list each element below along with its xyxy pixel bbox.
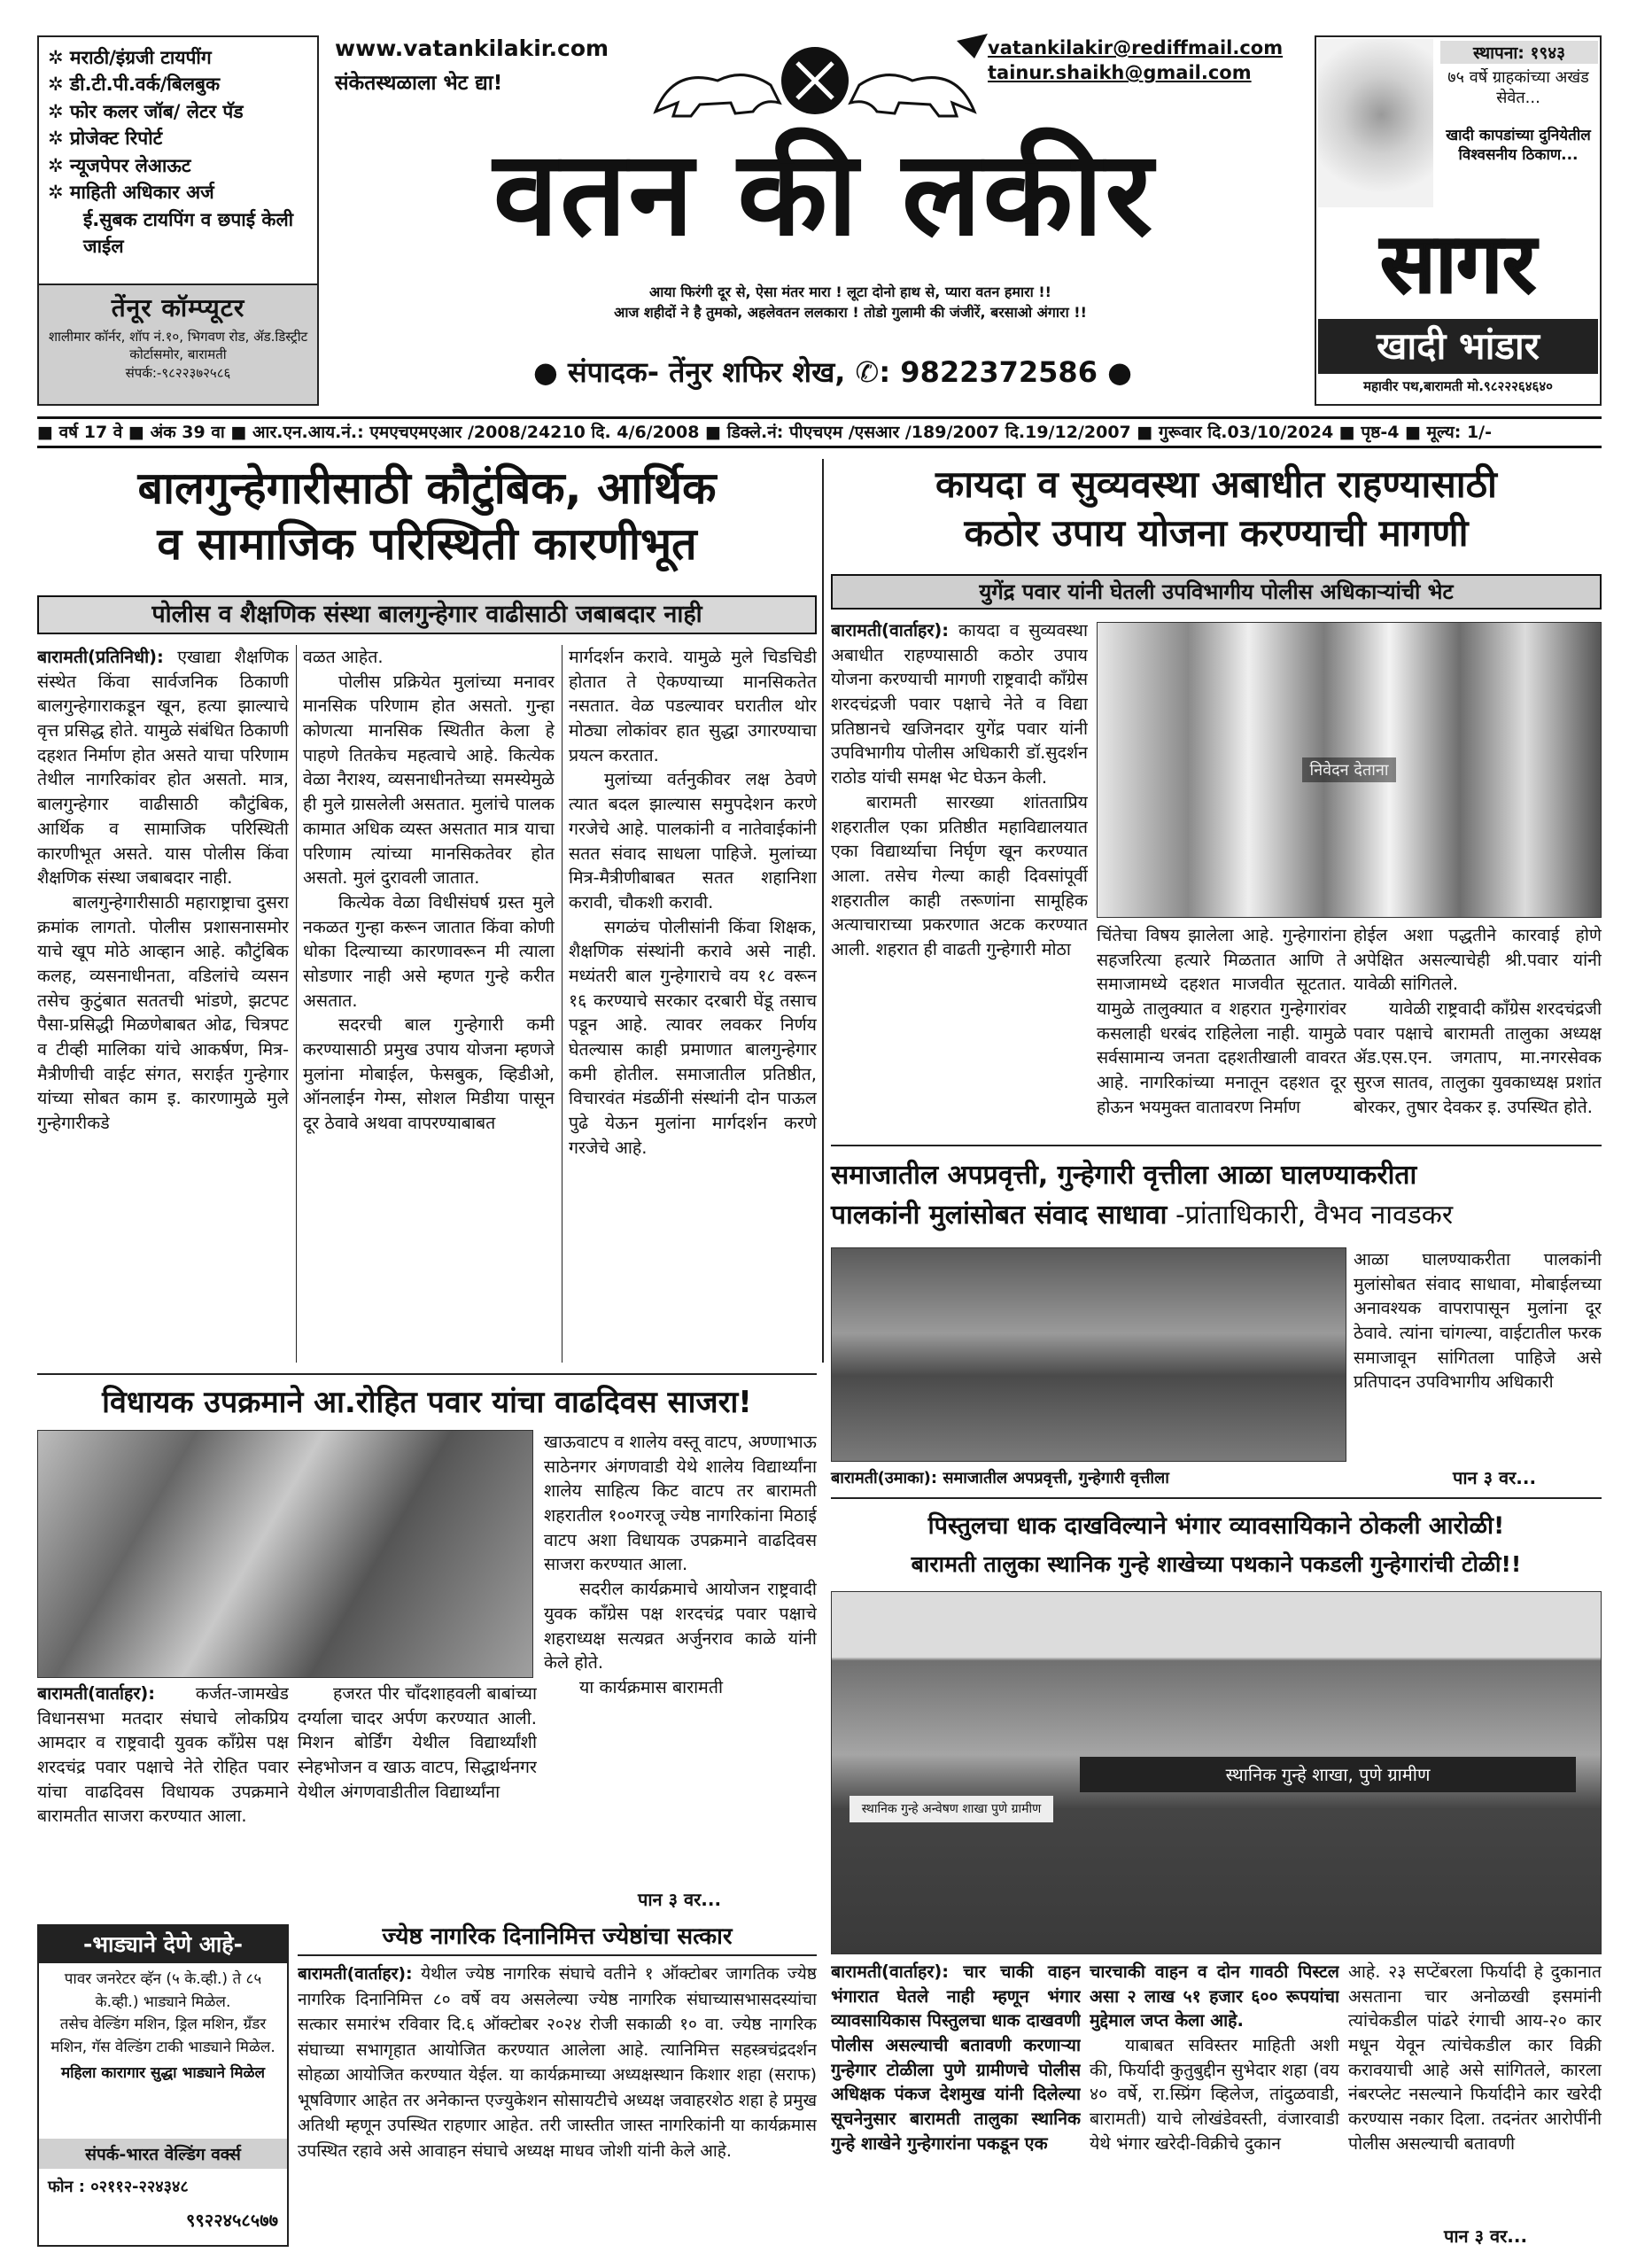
headline-line: बालगुन्हेगारीसाठी कौटुंबिक, आर्थिक xyxy=(137,462,717,514)
rent-ad-phone: फोन : ०२११२-२२४३४८ xyxy=(48,2178,189,2196)
lion-emblem-icon xyxy=(638,32,992,129)
article1-headline xyxy=(37,461,817,571)
column-divider xyxy=(822,459,824,1363)
bullet: ● xyxy=(532,355,558,389)
article6-headline2: बारामती तालुका स्थानिक गुन्हे शाखेच्या पथकाने पकडली गुन्हेगारांची टोळी!! xyxy=(911,1551,1522,1577)
left-ad-box xyxy=(37,35,319,406)
article5-headline: ज्येष्ठ नागरिक दिनानिमित्त ज्येष्ठांचा सत्कार xyxy=(298,1919,817,1956)
article1-subhead: पोलीस व शैक्षणिक संस्था बालगुन्हेगार वाढीसाठी जबाबदार नाही xyxy=(37,595,817,634)
paragraph: यावेळी राष्ट्रवादी काँग्रेस शरदचंद्रजी पवार पक्षाचे बारामती तालुका अध्यक्ष ॲड.एस.एन. जगताप, मा.नगरसेवक सुरज सातव, तालुका युवकाध्यक्ष प्रशांत बोरकर, तुषार देवकर इ. उपस्थित होते. xyxy=(1354,998,1602,1117)
rent-ad-contact: संपर्क-भारत वेल्डिंग वर्क्स xyxy=(39,2139,287,2169)
paragraph: एखाद्या शैक्षणिक संस्थेत किंवा सार्वजनिक ठिकाणी बालगुन्हेगाराकडून खून, हत्या झाल्याचे वृत्त प्रसिद्ध होते. यामुळे संबंधित ठिकाणी दहशत निर्माण होत असते याचा परिणाम तेथील नागरिकांवर होत असतो. मात्र, बालगुन्हेगार वाढीसाठी कौटुंबिक, आर्थिक व सामाजिक परिस्थिती कारणीभूत असते. यास पोलीस किंवा शैक्षणिक संस्था जबाबदार नाही. xyxy=(37,647,289,889)
headline-line: व सामाजिक परिस्थिती कारणीभूत xyxy=(157,517,697,570)
article1-col1 xyxy=(37,645,289,1363)
established: स्थापना: १९४३ xyxy=(1440,41,1598,64)
paragraph: चिंतेचा विषय झालेला आहे. गुन्हेगारांना सहजरित्या हत्यारे मिळतात आणि ते समाजामध्ये दहशत माजवीत सूटतात. यामुळे तालुक्यात व शहरात गुन्हेगारांवर कसलाही धरबंद राहिलेला नाही. यामुळे सर्वसामान्य जनता दहशतीखाली वावरत आहे. नागरिकांच्या मनातून दहशत दूर होऊन भयमुक्त वातावरण निर्माण xyxy=(1097,925,1346,1117)
years-service: ७५ वर्षे ग्राहकांच्या अखंड सेवेत... xyxy=(1447,68,1589,108)
dateline: बारामती(प्रतिनिधी): xyxy=(37,647,164,667)
rent-ad-body xyxy=(39,1963,287,2091)
info-date: गुरूवार दि.03/10/2024 xyxy=(1158,423,1334,442)
paragraph: चार चाकी वाहन भंगारात घेतले नाही म्हणून भंगार व्यावसायिकास पिस्तुलचा धाक दाखवणी पोलीस असल्याची बतावणी करणाऱ्या गुन्हेगार टोळीला पुणे ग्रामीणचे पोलीस अधिक्षक पंकज देशमुख यांनी दिलेल्या सूचनेनुसार बारामती तालुका स्थानिक गुन्हे शाखेने गुन्हेगारांना पकडून एक xyxy=(831,1961,1081,2154)
paragraph: चारचाकी वाहन व दोन गावठी पिस्टल असा २ लाख ५१ हजार ६०० रूपयांचा मुद्देमाल जप्त केला आहे. xyxy=(1090,1961,1339,2031)
right-ad-address: महावीर पथ,बारामती मो.९८२२२६४६४० xyxy=(1363,378,1553,394)
info-price: मूल्य: 1/- xyxy=(1426,423,1492,442)
gandhi-portrait-image xyxy=(1318,39,1433,207)
headline-line: कठोर उपाय योजना करण्याची मागणी xyxy=(964,510,1469,555)
article3-headline xyxy=(831,1155,1602,1235)
article4-col1 xyxy=(37,1682,289,1887)
section-rule xyxy=(37,1373,817,1375)
paragraph: मुलांच्या वर्तनुकीवर लक्ष ठेवणे त्यात बदल झाल्यास समुपदेशन करणे गरजेचे आहे. पालकांनी व नातेवाईकांनी सतत संवाद साधला पाहिजे. मुलांच्या मित्र-मैत्रीणीबाबत सतत शहानिशा करावी, चौकशी करावी. xyxy=(569,769,817,913)
email-link[interactable]: tainur.shaikh@gmail.com xyxy=(988,62,1252,84)
rent-ad-line: तसेच वेल्डिंग मशिन, ड्रिल मशिन, ग्रँडर मशिन, गॅस वेल्डिंग टाकी भाड्याने मिळेल. xyxy=(50,2016,275,2056)
photo-banner: स्थानिक गुन्हे अन्वेषण शाखा पुणे ग्रामीण xyxy=(850,1796,1053,1822)
article4-headline: विधायक उपक्रमाने आ.रोहित पवार यांचा वाढदिवस साजरा! xyxy=(102,1385,752,1420)
column-rule xyxy=(296,645,297,1363)
paragraph: आळा घालण्याकरीता पालकांनी मुलांसोबत संवाद साधावा, मोबाईलच्या अनावश्यक वापरापासून मुलांना दूर ठेवावे. त्यांना चांगल्या, वाईटातील फरक समाजावून सांगितला पाहिजे असे प्रतिपादन उपविभागीय अधिकारी xyxy=(1354,1249,1602,1393)
left-ad-item: ✲ डी.टी.पी.वर्क/बिलबुक xyxy=(48,74,221,96)
left-ad-item: ✲ माहिती अधिकार अर्ज xyxy=(48,182,214,204)
paragraph: येथील ज्येष्ठ नागरिक संघाचे वतीने १ ऑक्टोबर जागतिक ज्येष्ठ नागरिक दिनानिमित्त ८० वर्षे वय असलेल्या ज्येष्ठ नागरिक संघाच्यासभासदस्यांचा सत्कार समारंभ रविवार दि.६ ऑक्टोबर २०२४ रोजी सकाळी १० वा. ज्येष्ठ नागरिक संघाच्या सभागृहात आयोजित करण्यात आलेला आहे. त्यानिमित्त सहस्त्रचंद्रदर्शन सोहळा आयोजित करण्यात येईल. या कार्यक्रमाच्या अध्यक्षस्थान किशार शहा (सराफ) भूषविणार आहेत तर अनेकान्त एज्युकेशन सोसायटीचे अध्यक्ष जवाहरशेठ शहा हे प्रमुख अतिथी म्हणून उपस्थित राहणार आहेत. तरी जास्तीत जास्त नागरिकांनी या कार्यक्रमास उपस्थित रहावे असे आवाहन संघाचे अध्यक्ष माधव जोशी यांनी केले आहे. xyxy=(298,1964,817,2161)
paragraph: होईल अशा पद्धतीने कारवाई होणे अपेक्षित असल्याचेही श्री.पवार यांनी यावेळी सांगितले. xyxy=(1354,925,1602,995)
paragraph: याबाबत सविस्तर माहिती अशी की, फिर्यादी कुतुबुद्दीन सुभेदार शहा (वय ४० वर्षे, रा.स्प्रिंग व्हिलेज, तांदुळवाडी, बारामती) याचे लोखंडेवस्ती, वंजारवाडी येथे भंगार खरेदी-विक्रीचे दुकान xyxy=(1090,2035,1339,2154)
newspaper-title: वतन की लकीर xyxy=(493,126,1155,262)
left-ad-item: ✲ मराठी/इंग्रजी टायपींग xyxy=(48,47,212,68)
rent-ad-box xyxy=(37,1924,289,2247)
left-ad-item: ✲ फोर कलर जॉब/ लेटर पॅड xyxy=(48,100,244,122)
article6-headline1: पिस्तुलचा धाक दाखविल्याने भंगार व्यावसायिकाने ठोकली आरोळी! xyxy=(831,1508,1602,1545)
article2-photo xyxy=(1097,622,1602,918)
article4-photo xyxy=(37,1430,533,1678)
headline-line: समाजातील अपप्रवृत्ती, गुन्हेगारी वृत्तीला आळा घालण्याकरीता xyxy=(831,1160,1417,1191)
right-ad-sub: खादी भांडार xyxy=(1318,319,1598,374)
dateline: बारामती(वार्ताहर): xyxy=(831,620,950,641)
article6-col3 xyxy=(1348,1960,1602,2225)
editor-label: संपादक- xyxy=(568,355,659,389)
square-icon: ■ xyxy=(705,423,722,442)
info-pages: पृष्ठ-4 xyxy=(1361,423,1400,442)
left-ad-contact: संपर्क:-९८२२३७२५८६ xyxy=(125,364,231,381)
website-url[interactable]: www.vatankilakir.com xyxy=(335,35,609,61)
paragraph: हजरत पीर चाँदशाहवली बाबांच्या दर्ग्याला चादर अर्पण करण्यात आली. मिशन बोर्डिंग येथील विद्यार्थ्यांशी स्नेहभोजन व खाऊ वाटप, सिद्धार्थनगर येथील अंगणवाडीतील विद्यार्थ्यांना xyxy=(298,1683,537,1802)
article2-headline xyxy=(831,461,1602,557)
left-ad-footer xyxy=(39,284,317,404)
section-rule xyxy=(831,1145,1602,1146)
article6-col2 xyxy=(1090,1960,1339,2243)
paragraph: वळत आहेत. xyxy=(303,647,384,667)
rent-ad-line: पावर जनरेटर व्हॅन (५ के.व्ही.) ते ८५ के.व्ही.) भाड्याने मिळेल. xyxy=(64,1970,262,2011)
dateline: बारामती(वार्ताहर): xyxy=(298,1964,413,1984)
article2-subhead: युगेंद्र पवार यांनी घेतली उपविभागीय पोलीस अधिकाऱ्यांची भेट xyxy=(831,574,1602,610)
byline: -प्रांताधिकारी, वैभव नावडकर xyxy=(1175,1200,1454,1231)
photo-banner: स्थानिक गुन्हे शाखा, पुणे ग्रामीण xyxy=(1080,1757,1576,1792)
editor-line xyxy=(478,353,1187,391)
dateline: बारामती(वार्ताहर): xyxy=(831,1961,950,1982)
article3-caption: बारामती(उमाका): समाजातील अपप्रवृत्ती, गुन्हेगारी वृत्तीला xyxy=(831,1469,1169,1487)
article3-photo xyxy=(831,1247,1346,1462)
editor-phone: : 9822372586 xyxy=(879,355,1098,389)
article3-text xyxy=(1354,1247,1602,1453)
info-rni: आर.एन.आय.नं.: एमएचएमएआर /2008/24210 दि. 4/6/2008 xyxy=(252,423,700,442)
bullet: ● xyxy=(1107,355,1133,389)
paragraph: कित्येक वेळा विधीसंघर्ष ग्रस्त मुले नकळत गुन्हा करून जातात किंवा कोणी धोका दिल्याच्या कारणावरून मी त्याला सोडणार नाही असे म्हणत गुन्हे करीत असतात. xyxy=(303,891,555,1011)
paragraph: या कार्यक्रमास बारामती xyxy=(579,1676,724,1697)
slogan-line: आया फिरंगी दूर से, ऐसा मंतर मारा ! लूटा दोनो हाथ से, प्यारा वतन हमारा !! xyxy=(649,284,1051,300)
right-ad-box xyxy=(1315,35,1602,406)
headline-line: पालकांनी मुलांसोबत संवाद साधावा xyxy=(831,1200,1168,1231)
continued-label: पान ३ वर... xyxy=(1444,2225,1528,2247)
phone-icon: ✆ xyxy=(855,355,880,389)
info-bar xyxy=(37,416,1602,448)
paragraph: पोलीस प्रक्रियेत मुलांच्या मनावर मानसिक परिणाम होत असतो. गुन्हा कोणत्या मानसिक स्थितीत केला हे पाहणे तितकेच महत्वाचे आहे. कित्येक वेळा नैराश्य, व्यसनाधीनतेच्या समस्येमुळे ही मुले ग्रासलेली असतात. मुलांचे पालक कामात अधिक व्यस्त असतात मात्र याचा परिणाम त्यांच्या मानसिकतेवर होत असतो. मुलं दुरावली जातात. xyxy=(303,671,555,889)
right-ad-name: सागर xyxy=(1318,211,1598,317)
paragraph: बालगुन्हेगारीसाठी महाराष्ट्राचा दुसरा क्रमांक लागतो. पोलीस प्रशासनासमोर याचे खूप मोठे आव्हान आहे. कौटुंबिक कलह, व्यसनाधीनता, वडिलांचे व्यसन तसेच कुटुंबात सततची भांडणे, झटपट पैसा-प्रसिद्धी मिळणेबाबत ओढ, चित्रपट व टीव्ही मालिका यांचे आकर्षण, मित्र-मैत्रीणीची वाईट संगत, सराईत गुन्हेगार यांच्या सोबत काम इ. कारणामुळे मुले गुन्हेगारीकडे xyxy=(37,891,289,1134)
article2-col3 xyxy=(1354,923,1602,1132)
square-icon: ■ xyxy=(128,423,144,442)
continued-label: पान ३ वर... xyxy=(638,1889,722,1910)
website-subtext: संकेतस्थळाला भेट द्या! xyxy=(335,72,503,95)
photo-label: निवेदन देताना xyxy=(1302,757,1395,782)
article1-col3 xyxy=(569,645,817,1363)
article4-col2 xyxy=(298,1682,537,1887)
article4-col3 xyxy=(544,1430,817,1878)
left-ad-tagline: ई.सुबक टायपिंग व छपाई केली जाईल xyxy=(83,208,294,258)
info-decl: डिक्ले.नं: पीएचएम /एसआर /189/2007 दि.19/12/2007 xyxy=(726,423,1131,442)
section-rule xyxy=(831,1497,1602,1499)
masthead-logo xyxy=(638,32,992,129)
rent-ad-mobile: ९९२२४५८५७७ xyxy=(186,2210,278,2231)
article2-col1 xyxy=(831,618,1088,1130)
slogan-line: आज शहीदों ने है तुमको, अहलेवतन ललकारा ! तोडो गुलामी की जंजीरें, बरसाओ अंगारा !! xyxy=(614,304,1087,322)
left-ad-list xyxy=(39,37,317,268)
article1-col2 xyxy=(303,645,555,1363)
paragraph: कायदा व सुव्यवस्था अबाधीत राहण्यासाठी कठोर उपाय योजना करण्याची मागणी राष्ट्रवादी काँग्रेस शरदचंद्रजी पवार पक्षाचे नेते व विद्या प्रतिष्ठानचे खजिनदार युगेंद्र पवार यांनी उपविभागीय पोलीस अधिकारी डॉ.सुदर्शन राठोड यांची समक्ष भेट घेऊन केली. xyxy=(831,620,1088,788)
editor-name: तेंनुर शफिर शेख, xyxy=(669,355,846,389)
slogan-block xyxy=(531,282,1169,322)
trust-tagline: खादी कापडांच्या दुनियेतील विश्वसनीय ठिकाण... xyxy=(1446,127,1591,165)
article6-col1 xyxy=(831,1960,1081,2243)
paragraph: सगळंच पोलीसांनी किंवा शिक्षक, शैक्षणिक संस्थांनी करावे असे नाही. मध्यंतरी बाल गुन्हेगाराचे वय १८ वरून १६ करण्याचे सरकार दरबारी घेंडू तसाच पडून आहे. त्यावर लवकर निर्णय घेतल्यास काही प्रमाणात बालगुन्हेगार कमी होतील. समाजातील प्रतिष्ठीत, विचारवंत मंडळींनी संस्थांनी दोन पाऊल पुढे येऊन मुलांना मार्गदर्शन करणे गरजेचे आहे. xyxy=(569,916,817,1158)
continued-label: पान ३ वर... xyxy=(1453,1467,1537,1488)
left-ad-item: ✲ न्यूजपेपर लेआऊट xyxy=(48,154,191,176)
email-list xyxy=(988,35,1283,86)
square-icon: ■ xyxy=(1137,423,1153,442)
paragraph: खाऊवाटप व शालेय वस्तू वाटप, अण्णाभाऊ साठेनगर अंगणवाडी येथे शालेय विद्यार्थ्यांना शालेय साहित्य किट वाटप तर बारामती शहरातील १००गरजू ज्येष्ठ नागरिकांना मिठाई वाटप अशा विधायक उपक्रमाने वाढदिवस साजरा करण्यात आला. xyxy=(544,1432,817,1575)
left-ad-shop-name: तेंनूर कॉम्प्यूटर xyxy=(111,293,245,322)
article6-photo xyxy=(831,1591,1602,1954)
paragraph: बारामती सारख्या शांतताप्रिय शहरातील एका प्रतिष्ठीत महाविद्यालयात एका विद्यार्थ्याचा निर्घृण खून करण्यात आला. तसेच गेल्या काही दिवसांपूर्वी शहरातील काही तरूणांना सामूहिक अत्याचाराच्या प्रकरणात अटक करण्यात आली. शहरात ही वाढती गुन्हेगारी मोठा xyxy=(831,791,1088,959)
paragraph: आहे. २३ सप्टेंबरला फिर्यादी हे दुकानात असताना चार अनोळखी इसमांनी त्यांचेकडील पांढरे रंगाची आय-२० कार मधून येवून त्यांचेकडील कार विक्री करावयाची आहे असे सांगितले, कारला नंबरप्लेट नसल्याने फिर्यादीने कार खरेदी करण्यास नकार दिला. तदनंतर आरोपींनी पोलीस असल्याची बतावणी xyxy=(1348,1961,1602,2154)
rent-ad-title: -भाड्याने देणे आहे- xyxy=(39,1926,287,1963)
email-link[interactable]: vatankilakir@rediffmail.com xyxy=(988,37,1284,58)
rent-ad-note: महिला कारागार सुद्धा भाड्याने मिळेल xyxy=(60,2064,266,2082)
square-icon: ■ xyxy=(37,423,53,442)
square-icon: ■ xyxy=(230,423,247,442)
headline-line: कायदा व सुव्यवस्था अबाधीत राहण्यासाठी xyxy=(935,462,1497,506)
square-icon: ■ xyxy=(1405,423,1422,442)
square-icon: ■ xyxy=(1338,423,1355,442)
info-issue: अंक 39 वा xyxy=(150,423,225,442)
paragraph: सदरील कार्यक्रमाचे आयोजन राष्ट्रवादी युवक काँग्रेस पक्ष शरदचंद्र पवार पक्षाचे शहराध्यक्ष सत्यव्रत अर्जुनराव काळे यांनी केले होते. xyxy=(544,1579,817,1674)
article2-col2 xyxy=(1097,923,1346,1132)
article5-text xyxy=(298,1961,817,2247)
paragraph: मार्गदर्शन करावे. यामुळे मुले चिडचिडी होतात ते ऐकण्याच्या मानसिकतेत नसतात. वेळ पडल्यावर घरातील थोर मोठ्या लोकांवर हात सुद्धा उगारण्याचा प्रयत्न करतात. xyxy=(569,647,817,765)
paragraph: सदरची बाल गुन्हेगारी कमी करण्यासाठी प्रमुख उपाय योजना म्हणजे मुलांना मोबाईल, फेसबुक, व्हिडीओ, ऑनलाईन गेम्स, सोशल मिडीया पासून दूर ठेवावे अथवा वापरण्याबाबत xyxy=(303,1014,555,1134)
left-ad-item: ✲ प्रोजेक्ट रिपोर्ट xyxy=(48,128,163,150)
left-ad-address: शालीमार कॉर्नर, शॉप नं.१०, भिगवण रोड, ॲड.डिस्ट्रीट कोर्टासमोर, बारामती xyxy=(48,329,308,363)
info-year: वर्ष 17 वे xyxy=(58,423,123,442)
dateline: बारामती(वार्ताहर): xyxy=(37,1683,156,1704)
paragraph: कर्जत-जामखेड विधानसभा मतदार संघाचे लोकप्रिय आमदार व राष्ट्रवादी युवक काँग्रेस पक्ष शरदचंद्र पवार पक्षाचे नेते रोहित पवार यांचा वाढदिवस विधायक उपक्रमाने बारामतीत साजरा करण्यात आला. xyxy=(37,1683,289,1827)
